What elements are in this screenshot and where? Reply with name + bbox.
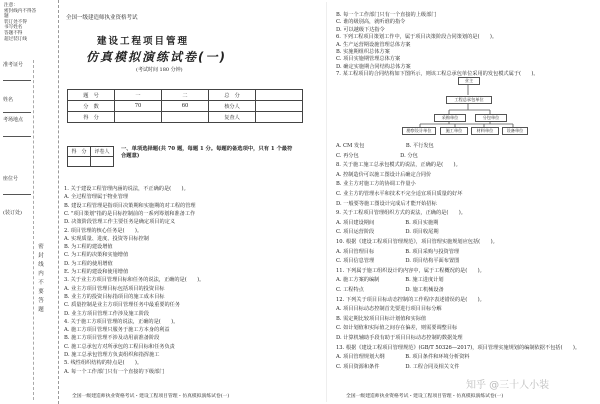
notice-line: 密封线内不得答题 [4, 8, 37, 20]
question-line: C. 项目实施期管理总体方案 [336, 56, 401, 63]
table-cell: 分 数 [68, 101, 115, 112]
table-cell: 二 [162, 90, 209, 101]
question-line: 3. 关于业主方项目管理目标和任务的说法，正确的是( )。 [64, 277, 205, 284]
exam-name: 全国一级建造师执业资格考试 [66, 15, 138, 21]
table-cell: 60 [162, 101, 209, 112]
footer-right: 全国一级建造师执业资格考试・建设工程项目管理・仿真模拟演练试卷(一) [346, 394, 504, 399]
question-line: 8. 关于施工施工总承包模式的说法，正确的是( )。 [336, 162, 461, 169]
question-line: B. 为工程的建设增值 [64, 244, 113, 251]
question-line: B. 业主方对施工方的协调工作量小 [336, 181, 416, 188]
question-line: D. 确定实施期合同结构总体方案 [336, 63, 411, 70]
question-line: A. 施工方案的编制 B. 施工进度计划 [336, 277, 444, 284]
question-line: D. 计算机辅助手段有助于项目目标动态控制的数据处理 [336, 335, 463, 341]
question-line: D. 施工总承包管理方负责组织和指挥施工 [64, 352, 160, 358]
field-label-location: 考场地点 [3, 117, 24, 123]
question-line: C. 工程特点 D. 施工机械设备 [336, 287, 444, 293]
question-line: C. 项目运营阶段 D. 项目收尾期 [336, 229, 439, 236]
question-line: B. 施工方项目管理不涉及动用前准备阶段 [64, 335, 160, 342]
question-line: C. 项目信息管理 D. 项目结构平面布置图 [336, 258, 460, 265]
question-line: A. 每一个工作部门只有一个直接的下级部门 [64, 368, 165, 375]
question-line: C. 谁的级别高，就听谁的指令 [336, 19, 406, 26]
notice-line: 超过装订线 [4, 36, 27, 42]
question-line: B. 实施期组织总体方案 [336, 49, 390, 55]
seal-char: 内 [38, 271, 44, 277]
question-line: 10. 根据《建设工程项目管理规范》，项目管理实施规划应包括( )。 [336, 239, 498, 245]
seal-char: 要 [38, 289, 44, 295]
question-line: 2. 项目管理的核心任务是( )。 [64, 227, 143, 234]
seal-char: 答 [38, 298, 44, 304]
question-line: E. 为工程的建设和使用增值 [64, 269, 129, 275]
paper-subtitle: 仿真模拟演练试卷(一) [86, 50, 227, 64]
table-cell: 核分人 [209, 101, 256, 112]
question-line: 7. 某工程项目的合同结构如下图所示，则该工程总承包单位采用的发包模式属于( )。 [336, 71, 539, 78]
question-line: A. 实现质量、进度、投资等目标控制 [64, 235, 149, 242]
question-line: A. 项目目标动态控制首先要进行项目目标分解 [336, 306, 442, 313]
question-line: A. 项目建设期间 B. 项目实施期 [336, 219, 439, 226]
question-line: 6. 下列工程项目策划工作中，属于项目决策阶段合同策划的是( )。 [336, 34, 498, 41]
question-line: 5. 线性组织结构的特点是( )。 [64, 360, 143, 367]
question-line: C. 业主方的管理水平和技术不完全适宜项目质量的好坏 [336, 191, 463, 197]
question-line: B. 每一个工作部门只有一个直接的上级部门 [336, 12, 437, 18]
field-label-name: 姓名 [3, 97, 14, 103]
question-line: A. 项目管理规划大纲 B. 项目条件和环境分析资料 [336, 354, 470, 361]
question-line: 4. 关于施工方项目管理的说法，正确的是( )。 [64, 318, 179, 325]
table-cell: 总 分 [209, 90, 256, 101]
binding-region-label: (装订处) [3, 210, 22, 216]
orgchart-node-equipment: 设备单位 [502, 127, 528, 135]
table-cell: 得 分 [68, 147, 91, 157]
question-line: 12. 下列关于项目目标动态控制的工作程序表述错误的是( )。 [336, 296, 485, 303]
question-line: D. 为工程的使用增值 [64, 260, 113, 267]
table-cell: 复查人 [209, 112, 256, 123]
question-line: D. 业主方项目管理工作涉及施工阶段 [64, 310, 150, 317]
orgchart-node-survey: 勘察设计单位 [402, 127, 436, 135]
question-line: A. 控制造价可以施工图设计后确定合同价 [336, 171, 432, 178]
orgchart-procurement: 采购单位 [434, 114, 466, 122]
orgchart-subcontract: 分包单位 [475, 114, 507, 122]
orgchart-general-contractor: 工程总承包单位 [446, 96, 492, 104]
footer-left: 全国一级建造师执业资格考试・建设工程项目管理・仿真模拟演练试卷(一) [72, 394, 230, 399]
notice-line: 答题不得 [4, 30, 23, 36]
table-cell: 70 [115, 101, 162, 112]
exam-time: (考试时间 180 分钟) [136, 67, 183, 73]
table-cell: 题 号 [68, 90, 115, 101]
question-line: A. 施工方项目管理只服务于施工方本身的利益 [64, 327, 170, 334]
question-line: D. 决策阶段管理工作主要任务是确定项目的定义 [64, 219, 176, 226]
seal-char: 不 [38, 280, 44, 286]
field-label-seat: 座位号 [3, 176, 19, 182]
paper-title: 建设工程项目管理 [97, 36, 190, 47]
seal-char: 密 [38, 244, 44, 250]
watermark: 知乎 @三十人小装 [466, 380, 550, 391]
question-line: 13. 根据《建设工程项目管理规范》(GB/T 50326—2017)，项目管理实施规划的编制依据不包括( )。 [336, 344, 581, 351]
notice-line: 注意： [4, 3, 18, 8]
table-cell: 得 分 [68, 112, 115, 123]
section-instruction: 一、单项选择题(共 70 题，每题 1 分。每题的备选项中，只有 1 个最符合题意) [121, 146, 293, 159]
orgchart-owner: 业主 [458, 77, 480, 85]
orgchart-node-construction: 施工单位 [440, 127, 468, 135]
field-label-ticket: 准考证号 [3, 62, 24, 68]
question-line: C. 如计划值和实际值之间存在偏差，则需要调整目标 [336, 325, 458, 332]
table-cell: 评卷人 [91, 147, 114, 157]
question-line: C. 再分包 D. 分包 [336, 152, 418, 159]
question-line: C. "项目策划"指的是目标控制前的一系列筹划和准备工作 [64, 210, 196, 217]
question-line: C. 项目资源和条件 D. 工程合同及相关文件 [336, 363, 460, 370]
question-line: 9. 关于工程项目管理组织方式的说法，正确的是( )。 [336, 210, 466, 217]
notice-line: 装订处不得 [4, 19, 27, 25]
seal-char: 封 [38, 253, 44, 259]
question-line: C. 为工程的决策和实施增值 [64, 252, 129, 259]
question-line: D. 一般要等施工图设计完成后才能开始招标 [336, 200, 437, 207]
question-line: B. 建设工程管理是指项目决策期和实施期的对工程的管理 [64, 202, 196, 209]
question-line: B. 需定期比较项目目标计划值和实际值 [336, 315, 427, 322]
question-line: B. 业主方的投资目标指项目的施工成本目标 [64, 293, 165, 300]
question-line: A. 项目管理目标 B. 项目采购与投资管理 [336, 248, 460, 255]
seal-char: 线 [38, 262, 44, 268]
question-line: 1. 关于建设工程管理内涵的说法，不正确的是( )。 [64, 186, 189, 192]
question-line: D. 可以越级下达指令 [336, 26, 385, 33]
table-cell: 一 [115, 90, 162, 101]
question-line: A. 业主方项目管理目标包括项目的投资目标 [64, 285, 165, 292]
question-line: 11. 下列属于施工组织设计的内容中，属于工程概况的是( )。 [336, 267, 485, 274]
question-line: A. 全过程管理属于物业管理 [64, 194, 129, 201]
question-line: A. 生产运营期设施管理总体方案 [336, 41, 411, 48]
seal-char: 题 [38, 307, 44, 313]
notice-line: 书写姓名 [4, 25, 23, 31]
question-line: C. 质量控制是业主方项目管理任务中最重要的任务 [64, 302, 181, 309]
orgchart-node-material: 材料单位 [471, 127, 499, 135]
question-line: C. 施工总承包方对所承包的工程目标和任务负责 [64, 343, 175, 350]
question-line: A. CM 发包 B. 平行发包 [336, 143, 434, 149]
